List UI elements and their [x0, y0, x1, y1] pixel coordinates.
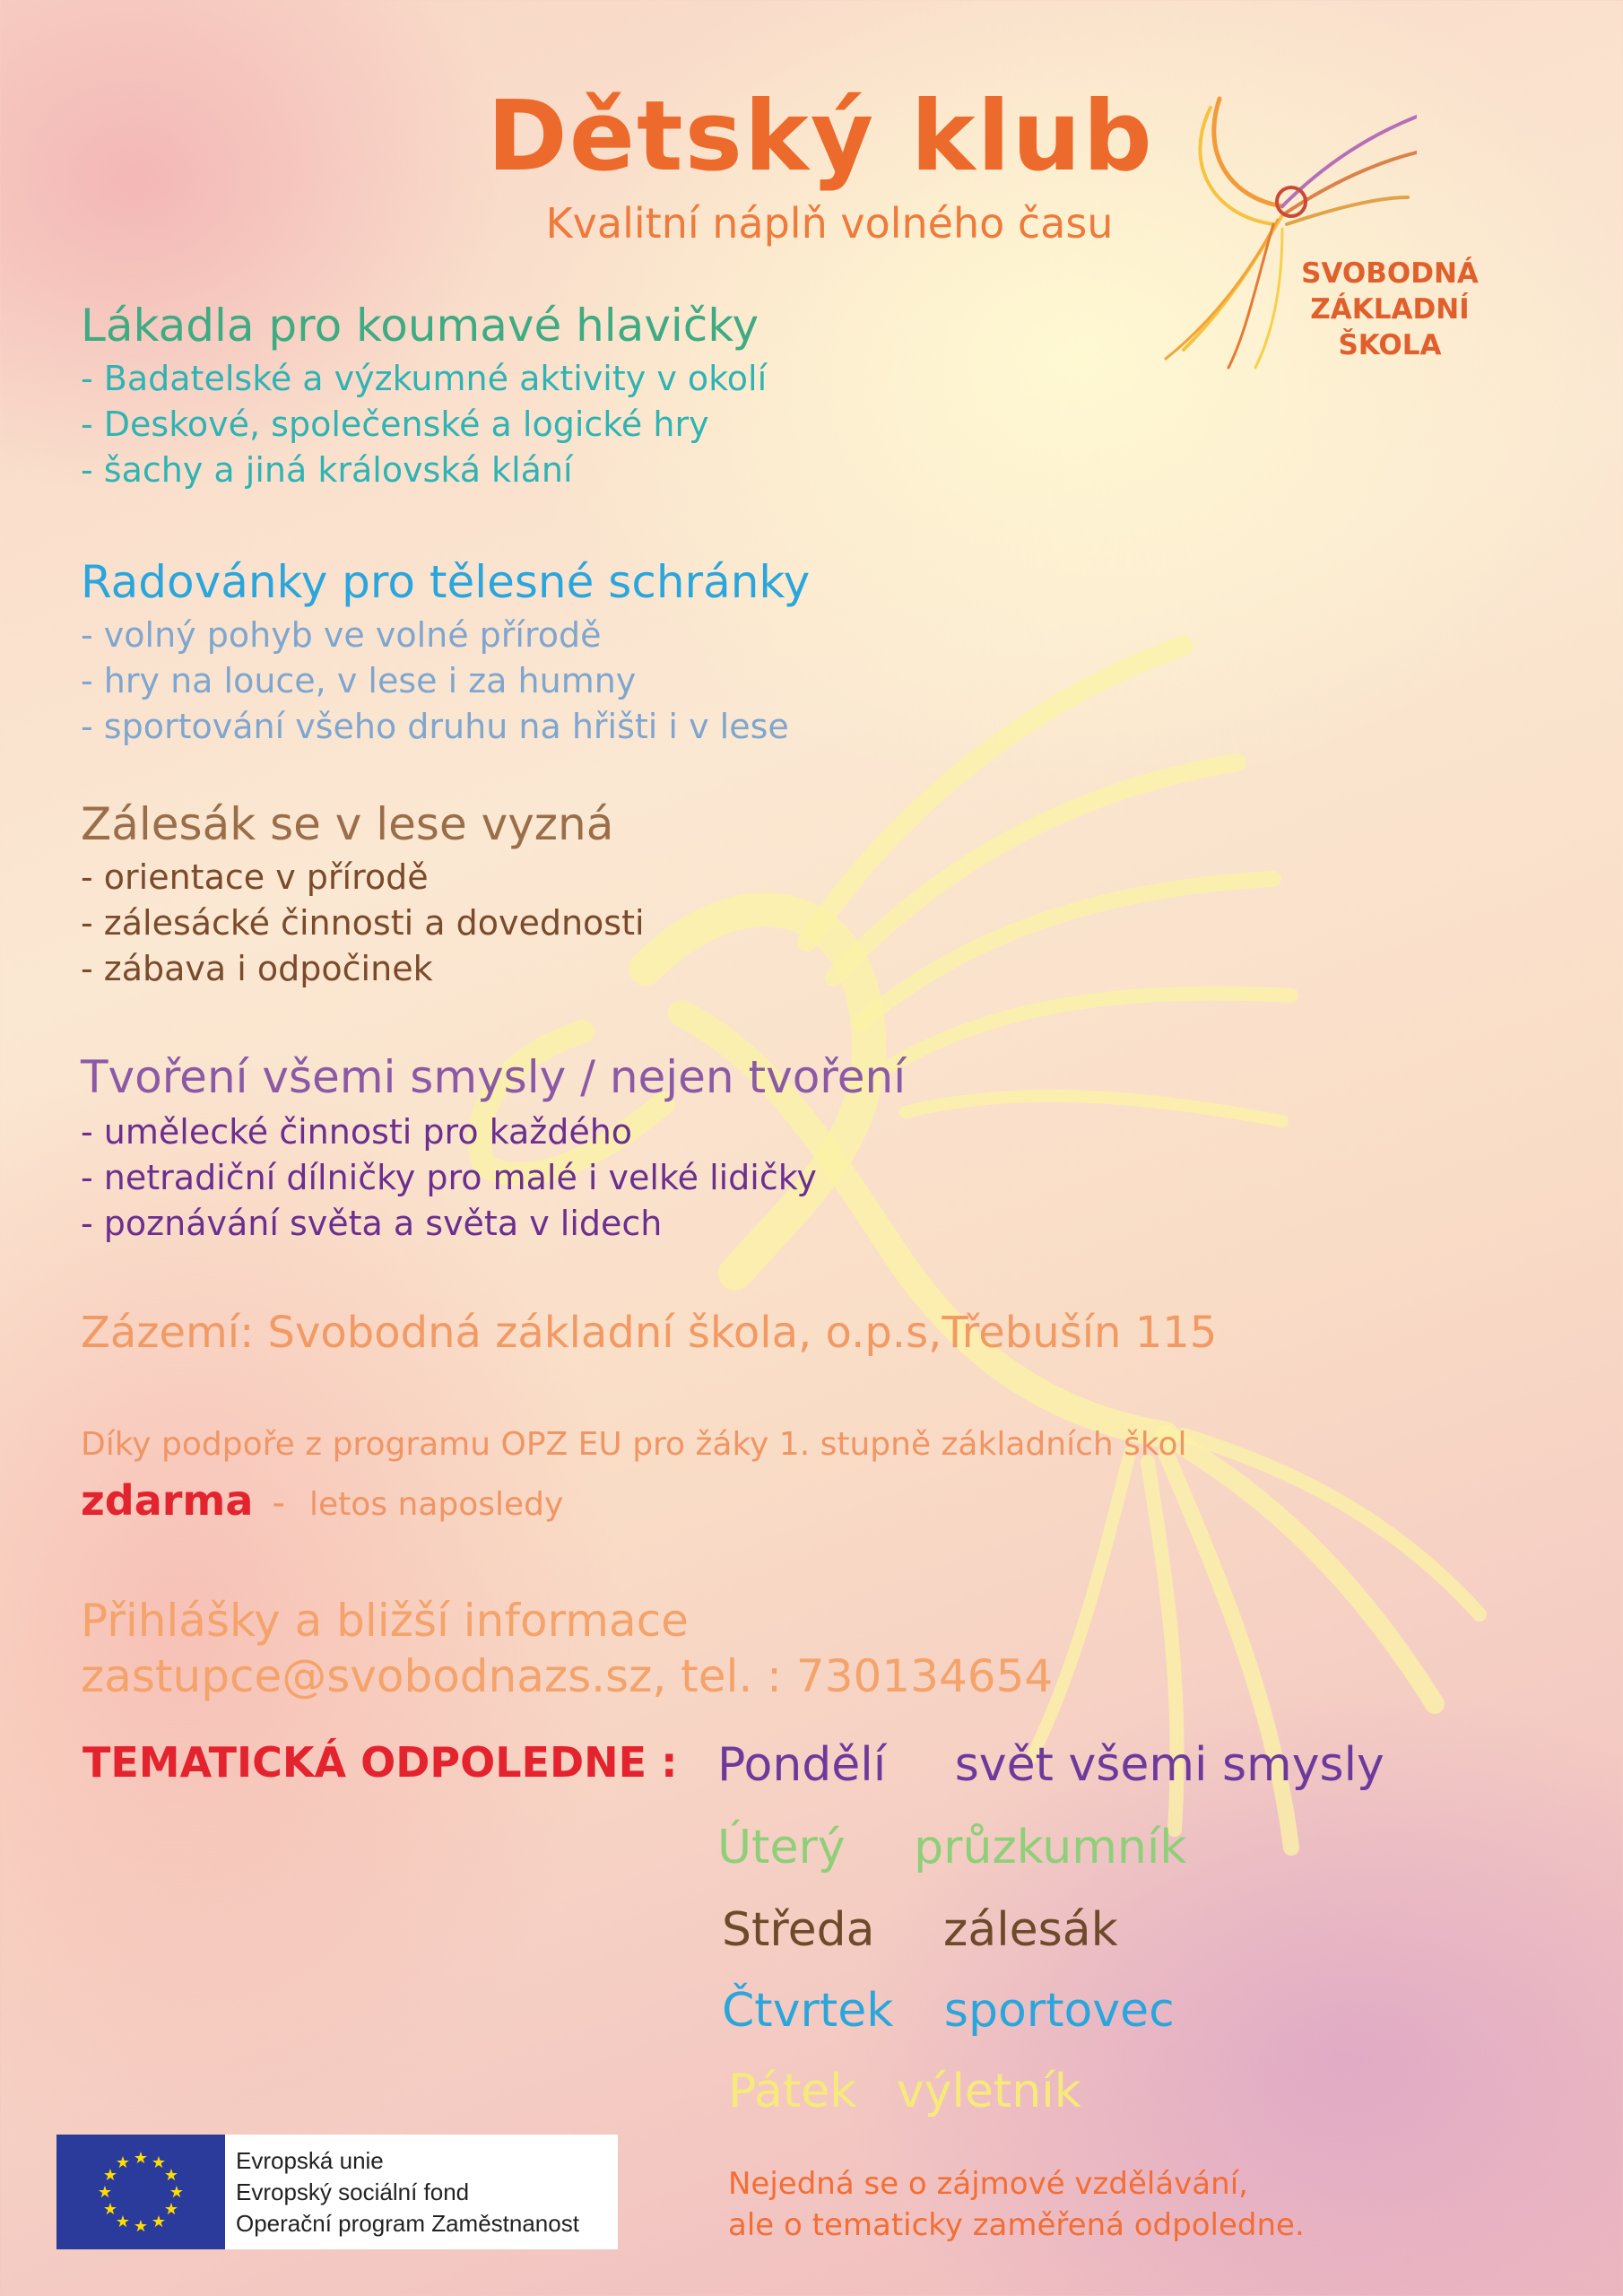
- svg-text:★: ★: [163, 2166, 179, 2185]
- support-text: Díky podpoře z programu OPZ EU pro žáky 1. stupně základních škol: [81, 1426, 1187, 1463]
- section-heading-2: Radovánky pro tělesné schránky: [81, 556, 811, 608]
- day-theme: průzkumník: [914, 1821, 1187, 1874]
- day-theme: sportovec: [943, 1984, 1175, 2038]
- svg-text:★: ★: [115, 2153, 131, 2172]
- list-item: - volný pohyb ve volné přírodě: [81, 615, 602, 655]
- day-name: Úterý: [717, 1821, 846, 1874]
- page-subtitle: Kvalitní náplň volného času: [545, 199, 1114, 248]
- list-item: - netradiční dílničky pro malé i velké lidičky: [81, 1158, 817, 1197]
- contact-details: zastupce@svobodnazs.sz, tel. : 730134654: [81, 1650, 1054, 1702]
- afternoon-monday: [717, 1738, 1384, 1792]
- day-theme: výletník: [896, 2065, 1081, 2118]
- section-heading-3: Zálesák se v lese vyzná: [81, 798, 614, 850]
- svg-text:★: ★: [169, 2183, 185, 2202]
- section-heading-1: Lákadla pro koumavé hlavičky: [81, 300, 759, 352]
- svg-text:★: ★: [133, 2149, 149, 2168]
- svg-text:★: ★: [133, 2217, 149, 2236]
- logo-text: [1255, 256, 1524, 363]
- svg-text:★: ★: [102, 2166, 118, 2185]
- eu-text: [236, 2145, 579, 2239]
- list-item: - zábava i odpočinek: [81, 949, 433, 988]
- section-list-2: [81, 613, 789, 750]
- section-list-4: [81, 1109, 817, 1247]
- free-line: [81, 1476, 563, 1525]
- logo-line-1: SVOBODNÁ: [1301, 257, 1479, 290]
- eu-line-1: Evropská unie: [236, 2147, 384, 2174]
- day-name: Čtvrtek: [722, 1984, 894, 2038]
- dash: -: [272, 1483, 285, 1524]
- school-logo: [1148, 81, 1533, 377]
- day-theme: zálesák: [943, 1903, 1118, 1957]
- list-item: - Deskové, společenské a logické hry: [81, 404, 709, 444]
- day-name: Středa: [722, 1903, 875, 1957]
- afternoon-wednesday: [722, 1903, 1118, 1957]
- last-time-label: letos naposledy: [309, 1486, 564, 1523]
- contact-heading: Přihlášky a bližší informace: [81, 1595, 689, 1647]
- list-item: - hry na louce, v lese i za humny: [81, 661, 637, 700]
- section-list-1: [81, 356, 767, 493]
- list-item: - sportování všeho druhu na hřišti i v lese: [81, 707, 789, 746]
- afternoon-tuesday: [717, 1821, 1186, 1874]
- section-heading-4: Tvoření všemi smysly / nejen tvoření: [81, 1051, 907, 1103]
- list-item: - Badatelské a výzkumné aktivity v okolí: [81, 359, 768, 398]
- afternoon-thursday: [722, 1984, 1175, 2038]
- day-name: Pátek: [728, 2065, 857, 2118]
- list-item: - šachy a jiná královská klání: [81, 450, 573, 490]
- day-name: Pondělí: [717, 1738, 887, 1792]
- svg-text:★: ★: [97, 2183, 113, 2202]
- svg-text:★: ★: [115, 2213, 131, 2231]
- logo-line-2: ZÁKLADNÍ ŠKOLA: [1310, 293, 1470, 361]
- list-item: - zálesácké činnosti a dovednosti: [81, 903, 645, 943]
- svg-text:★: ★: [151, 2213, 167, 2231]
- eu-funding-logo: [56, 2135, 618, 2249]
- note-line-1: Nejedná se o zájmové vzdělávání,: [728, 2166, 1248, 2202]
- section-list-3: [81, 855, 645, 992]
- eu-line-3: Operační program Zaměstnanost: [236, 2210, 579, 2237]
- day-theme: svět všemi smysly: [954, 1738, 1384, 1792]
- free-label: zdarma: [81, 1476, 254, 1525]
- afternoon-friday: [728, 2065, 1081, 2118]
- list-item: - poznávání světa a světa v lidech: [81, 1204, 663, 1243]
- list-item: - umělecké činnosti pro každého: [81, 1112, 633, 1152]
- disclaimer-note: [728, 2163, 1305, 2246]
- svg-text:★: ★: [163, 2200, 179, 2219]
- facility-address: Zázemí: Svobodná základní škola, o.p.s,Třebušín 115: [81, 1308, 1218, 1358]
- eu-line-2: Evropský sociální fond: [236, 2179, 470, 2205]
- note-line-2: ale o tematicky zaměřená odpoledne.: [728, 2207, 1305, 2243]
- svg-text:★: ★: [102, 2200, 118, 2219]
- svg-text:★: ★: [151, 2153, 167, 2172]
- eu-flag-icon: [56, 2135, 225, 2249]
- list-item: - orientace v přírodě: [81, 857, 429, 897]
- afternoons-label: TEMATICKÁ ODPOLEDNE :: [82, 1738, 678, 1787]
- page-title: Dětský klub: [487, 81, 1154, 193]
